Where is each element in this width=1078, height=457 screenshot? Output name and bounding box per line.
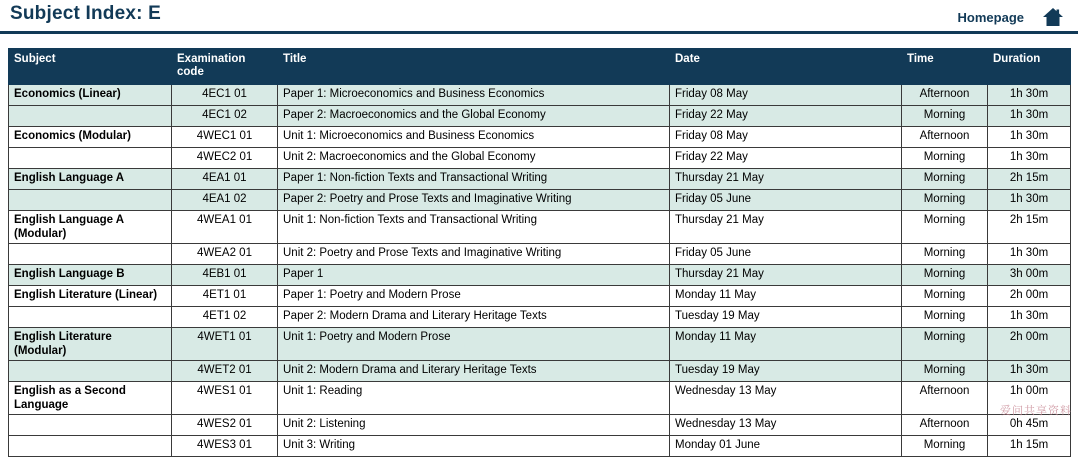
cell-time: Morning [902,148,988,169]
table-row [9,244,1071,265]
cell-subject: English Language A [9,169,172,190]
table-body [9,85,1071,457]
cell-date: Thursday 21 May [670,211,902,244]
cell-title: Unit 2: Poetry and Prose Texts and Imaginative Writing [278,244,670,265]
cell-date: Tuesday 19 May [670,307,902,328]
cell-examination-code: 4WES1 01 [172,382,278,415]
table-row [9,361,1071,382]
cell-time: Afternoon [902,85,988,106]
cell-duration: 1h 30m [988,244,1071,265]
cell-time: Morning [902,265,988,286]
home-icon[interactable] [1042,7,1064,27]
cell-examination-code: 4WET1 01 [172,328,278,361]
cell-date: Monday 01 June [670,436,902,457]
cell-title: Paper 1: Microeconomics and Business Economics [278,85,670,106]
cell-time: Morning [902,361,988,382]
table-header [9,49,1071,85]
cell-examination-code: 4WEC2 01 [172,148,278,169]
cell-time: Afternoon [902,415,988,436]
homepage-link[interactable]: Homepage [957,9,1024,25]
cell-subject: English Literature (Linear) [9,286,172,307]
page-header [0,0,1078,34]
cell-subject: English as a Second Language [9,382,172,415]
cell-duration: 2h 15m [988,211,1071,244]
table-row [9,148,1071,169]
cell-examination-code: 4EA1 02 [172,190,278,211]
cell-time: Morning [902,106,988,127]
cell-duration: 1h 00m [988,382,1071,415]
cell-title: Unit 1: Microeconomics and Business Economics [278,127,670,148]
table-row [9,415,1071,436]
cell-subject: English Language B [9,265,172,286]
column-header-subject: Subject [9,49,172,85]
cell-time: Morning [902,286,988,307]
cell-time: Morning [902,169,988,190]
cell-examination-code: 4EC1 01 [172,85,278,106]
table-row [9,328,1071,361]
cell-duration: 1h 30m [988,85,1071,106]
cell-title: Paper 2: Poetry and Prose Texts and Imaginative Writing [278,190,670,211]
cell-time: Morning [902,307,988,328]
table-row [9,265,1071,286]
cell-title: Unit 3: Writing [278,436,670,457]
cell-subject [9,190,172,211]
cell-time: Afternoon [902,127,988,148]
cell-title: Unit 1: Non-fiction Texts and Transactional Writing [278,211,670,244]
cell-subject [9,148,172,169]
cell-title: Unit 2: Modern Drama and Literary Heritage Texts [278,361,670,382]
cell-date: Friday 05 June [670,244,902,265]
column-header-duration: Duration [988,49,1071,85]
cell-duration: 2h 15m [988,169,1071,190]
cell-examination-code: 4WEC1 01 [172,127,278,148]
cell-title: Paper 2: Macroeconomics and the Global Economy [278,106,670,127]
cell-examination-code: 4WET2 01 [172,361,278,382]
cell-date: Friday 22 May [670,106,902,127]
subject-index-table-wrapper [0,34,1078,457]
cell-subject: Economics (Modular) [9,127,172,148]
column-header-title: Title [278,49,670,85]
cell-subject [9,307,172,328]
page-title: Subject Index: E [10,3,162,24]
cell-examination-code: 4EB1 01 [172,265,278,286]
table-row [9,106,1071,127]
cell-subject [9,244,172,265]
cell-date: Wednesday 13 May [670,415,902,436]
table-row [9,127,1071,148]
cell-duration: 2h 00m [988,286,1071,307]
cell-duration: 1h 30m [988,307,1071,328]
cell-date: Monday 11 May [670,328,902,361]
table-row [9,169,1071,190]
cell-duration: 1h 30m [988,106,1071,127]
cell-subject [9,106,172,127]
table-row [9,436,1071,457]
cell-time: Morning [902,190,988,211]
cell-time: Morning [902,244,988,265]
cell-subject: Economics (Linear) [9,85,172,106]
cell-duration: 1h 30m [988,190,1071,211]
cell-examination-code: 4EC1 02 [172,106,278,127]
cell-date: Friday 08 May [670,85,902,106]
cell-date: Friday 05 June [670,190,902,211]
cell-examination-code: 4WEA2 01 [172,244,278,265]
table-row [9,190,1071,211]
cell-date: Monday 11 May [670,286,902,307]
cell-examination-code: 4ET1 02 [172,307,278,328]
column-header-examination-code: Examination code [172,49,278,85]
cell-date: Thursday 21 May [670,169,902,190]
watermark: 爱问共享资料 [1000,405,1072,417]
subject-index-table [8,48,1071,457]
cell-title: Unit 2: Macroeconomics and the Global Economy [278,148,670,169]
table-row [9,307,1071,328]
cell-examination-code: 4EA1 01 [172,169,278,190]
table-row [9,286,1071,307]
cell-title: Unit 1: Poetry and Modern Prose [278,328,670,361]
cell-subject [9,361,172,382]
cell-duration: 0h 45m [988,415,1071,436]
cell-time: Afternoon [902,382,988,415]
cell-date: Friday 22 May [670,148,902,169]
cell-duration: 1h 30m [988,148,1071,169]
table-row [9,211,1071,244]
cell-duration: 1h 15m [988,436,1071,457]
cell-time: Morning [902,211,988,244]
cell-examination-code: 4ET1 01 [172,286,278,307]
column-header-time: Time [902,49,988,85]
cell-title: Paper 1 [278,265,670,286]
column-header-date: Date [670,49,902,85]
cell-subject: English Literature (Modular) [9,328,172,361]
cell-subject: English Language A (Modular) [9,211,172,244]
cell-subject [9,415,172,436]
cell-date: Friday 08 May [670,127,902,148]
cell-title: Unit 2: Listening [278,415,670,436]
header-actions [958,2,1064,27]
table-header-row [9,49,1071,85]
cell-title: Paper 2: Modern Drama and Literary Heritage Texts [278,307,670,328]
table-row [9,85,1071,106]
cell-examination-code: 4WES2 01 [172,415,278,436]
cell-title: Paper 1: Non-fiction Texts and Transactional Writing [278,169,670,190]
cell-time: Morning [902,328,988,361]
cell-date: Thursday 21 May [670,265,902,286]
cell-title: Paper 1: Poetry and Modern Prose [278,286,670,307]
cell-date: Wednesday 13 May [670,382,902,415]
cell-duration: 3h 00m [988,265,1071,286]
cell-examination-code: 4WEA1 01 [172,211,278,244]
cell-duration: 1h 30m [988,361,1071,382]
cell-time: Morning [902,436,988,457]
cell-duration: 1h 30m [988,127,1071,148]
cell-duration: 2h 00m [988,328,1071,361]
cell-date: Tuesday 19 May [670,361,902,382]
cell-examination-code: 4WES3 01 [172,436,278,457]
cell-subject [9,436,172,457]
table-row [9,382,1071,415]
cell-title: Unit 1: Reading [278,382,670,415]
